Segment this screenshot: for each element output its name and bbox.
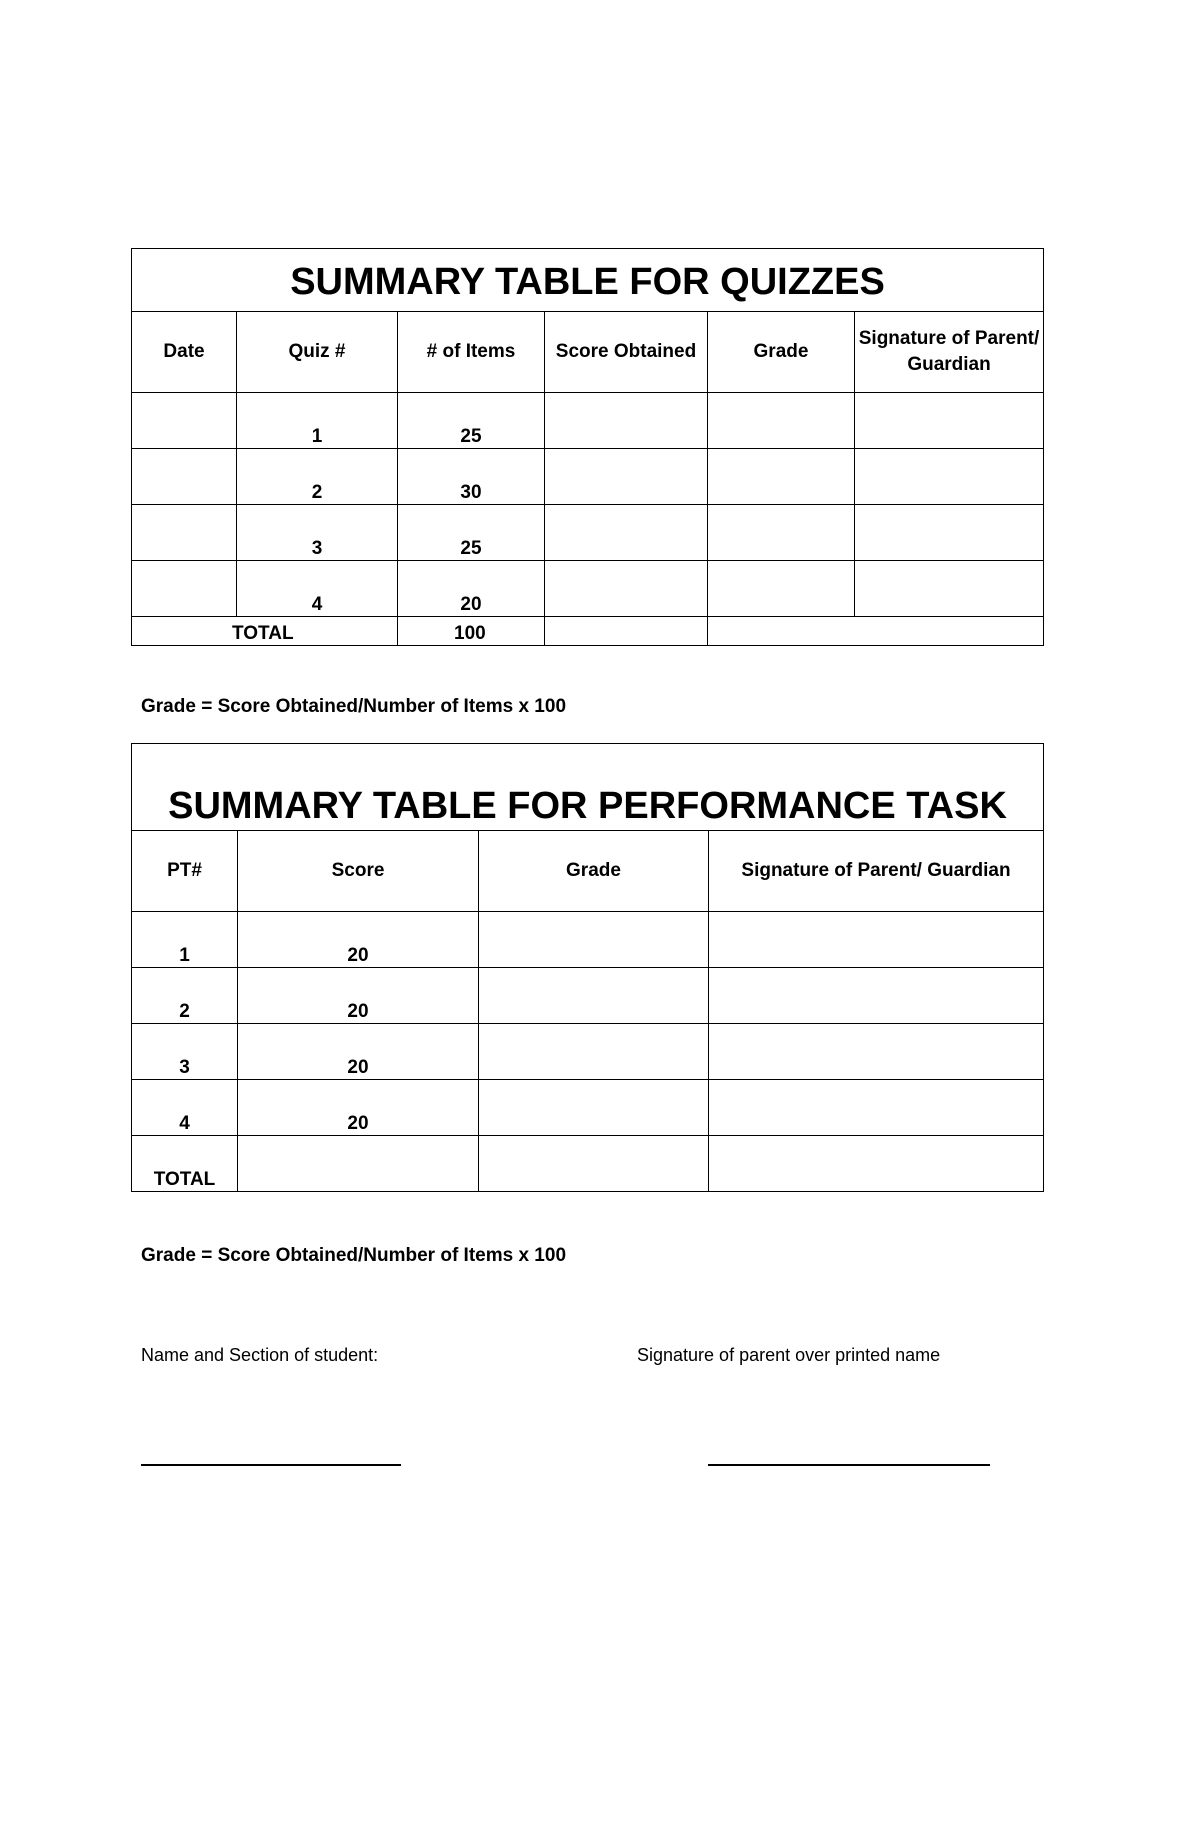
table-row (132, 393, 1044, 449)
table-row (132, 449, 1044, 505)
total-grade-cell[interactable] (479, 1136, 709, 1192)
table-row (132, 968, 1044, 1024)
grade-cell[interactable] (479, 1080, 709, 1136)
total-row (132, 1136, 1044, 1192)
header-quiz-number: Quiz # (237, 312, 398, 393)
quiz-number-cell: 2 (237, 449, 398, 505)
score-cell: 20 (238, 1080, 479, 1136)
total-grade-cell[interactable] (708, 617, 1044, 646)
items-cell: 30 (398, 449, 545, 505)
signature-cell[interactable] (855, 393, 1044, 449)
performance-task-table (131, 743, 1044, 1192)
pt-header-row (132, 831, 1044, 912)
table-row (132, 912, 1044, 968)
total-score-cell[interactable] (545, 617, 708, 646)
total-signature-cell[interactable] (709, 1136, 1044, 1192)
quiz-number-cell: 3 (237, 505, 398, 561)
items-cell: 25 (398, 393, 545, 449)
items-cell: 20 (398, 561, 545, 617)
pt-number-cell: 1 (132, 912, 238, 968)
total-label: TOTAL (132, 1136, 238, 1192)
score-cell[interactable] (545, 393, 708, 449)
score-cell: 20 (238, 968, 479, 1024)
header-score-obtained: Score Obtained (545, 312, 708, 393)
signature-cell[interactable] (709, 968, 1044, 1024)
grade-formula: Grade = Score Obtained/Number of Items x 100 (141, 1245, 567, 1266)
pt-table-title: SUMMARY TABLE FOR PERFORMANCE TASK (132, 744, 1044, 831)
grade-cell[interactable] (708, 561, 855, 617)
signature-cell[interactable] (709, 1024, 1044, 1080)
grade-cell[interactable] (479, 912, 709, 968)
grade-formula: Grade = Score Obtained/Number of Items x 100 (141, 696, 567, 717)
signature-cell[interactable] (709, 912, 1044, 968)
items-cell: 25 (398, 505, 545, 561)
grade-cell[interactable] (479, 1024, 709, 1080)
header-score: Score (238, 831, 479, 912)
table-row (132, 505, 1044, 561)
date-cell[interactable] (132, 449, 237, 505)
header-grade: Grade (479, 831, 709, 912)
parent-signature-line[interactable] (708, 1464, 990, 1466)
quiz-number-cell: 4 (237, 561, 398, 617)
pt-number-cell: 4 (132, 1080, 238, 1136)
table-row (132, 1024, 1044, 1080)
score-cell: 20 (238, 1024, 479, 1080)
quiz-header-row (132, 312, 1044, 393)
parent-signature-label: Signature of parent over printed name (637, 1345, 941, 1365)
date-cell[interactable] (132, 393, 237, 449)
score-cell[interactable] (545, 561, 708, 617)
total-label: TOTAL (132, 617, 398, 646)
score-cell[interactable] (545, 449, 708, 505)
grade-cell[interactable] (708, 393, 855, 449)
header-number-of-items: # of Items (398, 312, 545, 393)
total-row (132, 617, 1044, 646)
header-pt-number: PT# (132, 831, 238, 912)
score-cell[interactable] (545, 505, 708, 561)
pt-number-cell: 3 (132, 1024, 238, 1080)
signature-cell[interactable] (709, 1080, 1044, 1136)
header-parent-signature: Signature of Parent/ Guardian (709, 831, 1044, 912)
grade-cell[interactable] (479, 968, 709, 1024)
student-name-label: Name and Section of student: (141, 1345, 379, 1365)
quiz-table-title: SUMMARY TABLE FOR QUIZZES (132, 249, 1044, 312)
table-row (132, 1080, 1044, 1136)
header-grade: Grade (708, 312, 855, 393)
date-cell[interactable] (132, 505, 237, 561)
quiz-summary-table (131, 248, 1044, 646)
signature-cell[interactable] (855, 449, 1044, 505)
header-date: Date (132, 312, 237, 393)
student-name-line[interactable] (141, 1464, 401, 1466)
signature-cell[interactable] (855, 561, 1044, 617)
quiz-number-cell: 1 (237, 393, 398, 449)
total-items: 100 (398, 617, 545, 646)
score-cell: 20 (238, 912, 479, 968)
signature-cell[interactable] (855, 505, 1044, 561)
total-score-cell[interactable] (238, 1136, 479, 1192)
grade-cell[interactable] (708, 449, 855, 505)
pt-number-cell: 2 (132, 968, 238, 1024)
grade-cell[interactable] (708, 505, 855, 561)
date-cell[interactable] (132, 561, 237, 617)
table-row (132, 561, 1044, 617)
header-parent-signature: Signature of Parent/ Guardian (855, 312, 1044, 393)
